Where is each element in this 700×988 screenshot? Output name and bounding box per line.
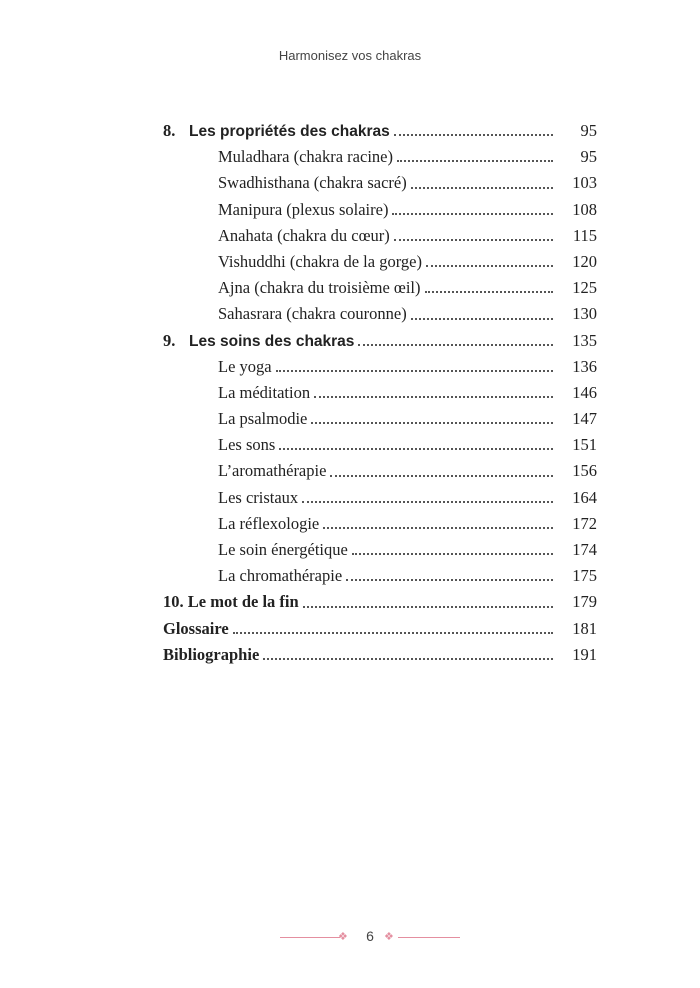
toc-entry-title: Anahata (chakra du cœur) (218, 225, 390, 245)
dot-leader (358, 343, 553, 346)
toc-entry-page: 146 (572, 382, 597, 402)
toc-entry (163, 170, 597, 196)
footer-ornament-right-icon: ❖ (384, 931, 394, 943)
dot-leader (311, 421, 553, 424)
toc-entry (163, 485, 597, 511)
dot-leader (426, 264, 553, 267)
toc-entry-title: Le yoga (218, 356, 272, 376)
toc-entry-page: 103 (572, 173, 597, 193)
dot-leader (397, 159, 553, 162)
toc-entry-number: 9. (163, 330, 176, 350)
toc-entry (163, 563, 597, 589)
toc-entry-title: Muladhara (chakra racine) (218, 147, 393, 167)
dot-leader (302, 500, 553, 503)
toc-entry-page: 179 (572, 592, 597, 612)
toc-entry-title: Swadhisthana (chakra sacré) (218, 173, 407, 193)
toc-entry (163, 197, 597, 223)
toc-entry-title: Sahasrara (chakra couronne) (218, 304, 407, 324)
toc-entry-title: Les sons (218, 435, 276, 455)
toc-entry-page: 136 (572, 356, 597, 376)
toc-entry (163, 642, 597, 668)
table-of-contents (163, 118, 597, 668)
dot-leader (276, 369, 553, 372)
toc-entry (163, 144, 597, 170)
toc-entry-title: Bibliographie (163, 644, 260, 664)
toc-entry-page: 174 (572, 540, 597, 559)
toc-entry (163, 249, 597, 275)
toc-entry-page: 151 (572, 435, 597, 455)
toc-entry-title: La réflexologie (218, 513, 320, 533)
footer-rule-left (280, 937, 340, 938)
dot-leader (411, 186, 553, 189)
dot-leader (352, 552, 553, 555)
toc-entry (163, 301, 597, 327)
dot-leader (233, 631, 553, 634)
toc-entry-page: 156 (572, 461, 597, 481)
toc-entry-page: 164 (572, 487, 597, 507)
toc-entry-title: Manipura (plexus solaire) (218, 199, 389, 219)
toc-entry-page: 172 (572, 513, 597, 533)
toc-entry-page: 147 (572, 409, 597, 429)
toc-entry-title: Les propriétés des chakras (189, 123, 390, 140)
footer-ornament-left-icon: ❖ (338, 931, 348, 943)
toc-entry-page: 191 (572, 644, 597, 664)
toc-entry-page: 181 (572, 618, 597, 638)
toc-entry (163, 616, 597, 642)
page-number: 6 (366, 928, 374, 944)
toc-entry (163, 223, 597, 249)
dot-leader (394, 133, 553, 136)
toc-entry-title: La chromathérapie (218, 566, 343, 586)
dot-leader (279, 447, 553, 450)
dot-leader (323, 526, 553, 529)
toc-entry (163, 354, 597, 380)
dot-leader (411, 317, 553, 320)
toc-entry (163, 275, 597, 301)
toc-entry-number: 8. (163, 121, 176, 140)
dot-leader (346, 578, 553, 581)
toc-entry (163, 406, 597, 432)
page-footer (0, 926, 700, 950)
dot-leader (392, 212, 553, 215)
toc-entry-page: 95 (580, 147, 597, 167)
toc-entry-title: Les soins des chakras (189, 332, 355, 350)
toc-entry-page: 95 (580, 121, 597, 140)
toc-entry (163, 458, 597, 484)
toc-entry (163, 537, 597, 563)
toc-entry (163, 328, 597, 354)
toc-entry-page: 108 (572, 199, 597, 219)
toc-entry (163, 589, 597, 615)
footer-rule-right (398, 937, 460, 938)
toc-entry-title: La méditation (218, 382, 311, 402)
toc-entry (163, 118, 597, 144)
toc-entry-page: 175 (572, 566, 597, 586)
toc-entry-title: 10. Le mot de la fin (163, 592, 299, 612)
dot-leader (330, 474, 553, 477)
dot-leader (314, 395, 553, 398)
toc-entry-title: Les cristaux (218, 487, 299, 507)
toc-entry-title: Le soin énergétique (218, 540, 348, 559)
toc-entry-title: La psalmodie (218, 409, 308, 429)
dot-leader (263, 657, 553, 660)
dot-leader (303, 605, 553, 608)
toc-entry-page: 120 (572, 251, 597, 271)
toc-entry-title: Vishuddhi (chakra de la gorge) (218, 251, 422, 271)
running-header: Harmonisez vos chakras (278, 48, 422, 63)
dot-leader (394, 238, 553, 241)
toc-entry (163, 380, 597, 406)
dot-leader (425, 290, 553, 293)
toc-entry-page: 115 (572, 225, 597, 245)
toc-entry-page: 125 (572, 278, 597, 298)
toc-entry (163, 432, 597, 458)
toc-entry (163, 511, 597, 537)
toc-entry-title: Ajna (chakra du troisième œil) (218, 278, 421, 298)
toc-entry-page: 130 (572, 304, 597, 324)
toc-entry-page: 135 (572, 330, 597, 350)
toc-entry-title: Glossaire (163, 618, 229, 638)
toc-entry-title: L’aromathérapie (218, 461, 327, 481)
